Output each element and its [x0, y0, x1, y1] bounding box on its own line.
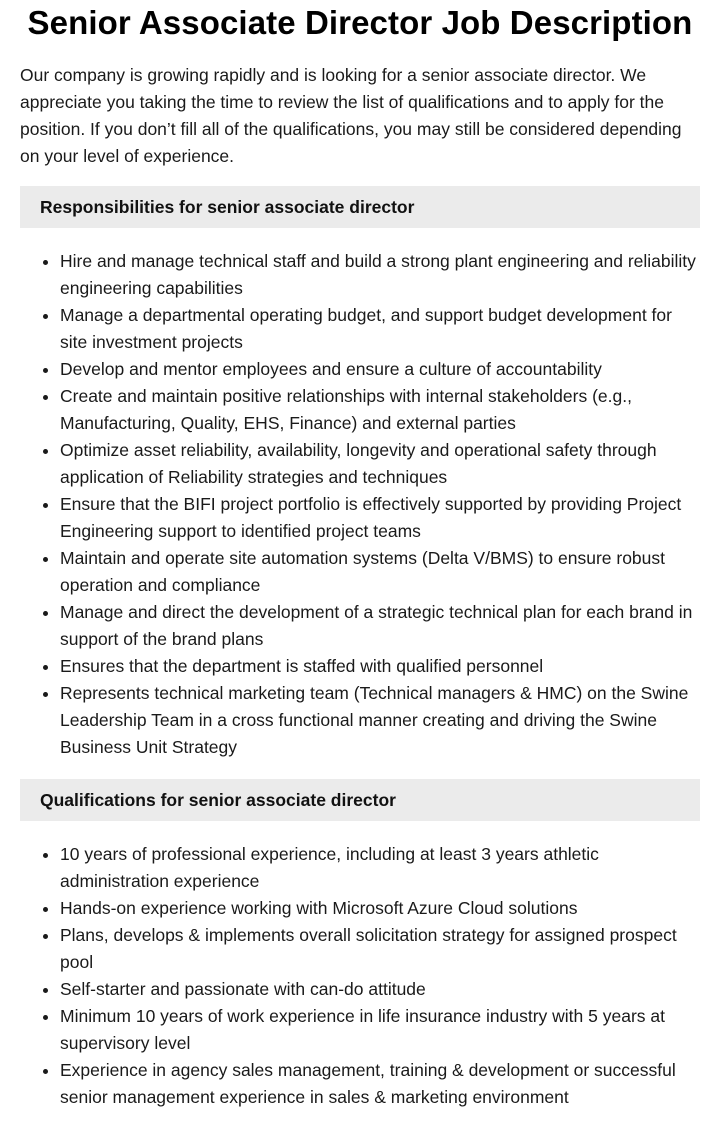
list-item: • Minimum 10 years of work experience in life insurance industry with 5 years at supervisory level — [60, 1003, 700, 1057]
qualifications-heading: Qualifications for senior associate director — [20, 779, 700, 821]
list-item: • Create and maintain positive relationships with internal stakeholders (e.g., Manufacturing, Quality, EHS, Finance) and external parties — [60, 383, 700, 437]
list-item: • Manage and direct the development of a strategic technical plan for each brand in support of the brand plans — [60, 599, 700, 653]
list-item: • Manage a departmental operating budget, and support budget development for site investment projects — [60, 302, 700, 356]
list-item: • Represents technical marketing team (Technical managers & HMC) on the Swine Leadership Team in a cross functional manner creating and driving the Swine Business Unit Strategy — [60, 680, 700, 761]
list-item: • Hands-on experience working with Microsoft Azure Cloud solutions — [60, 895, 700, 922]
list-item: • Develop and mentor employees and ensure a culture of accountability — [60, 356, 700, 383]
list-item: • Optimize asset reliability, availability, longevity and operational safety through application of Reliability strategies and techniques — [60, 437, 700, 491]
list-item: • Plans, develops & implements overall solicitation strategy for assigned prospect pool — [60, 922, 700, 976]
responsibilities-list — [20, 248, 700, 761]
qualifications-list — [20, 841, 700, 1111]
list-item: • Self-starter and passionate with can-do attitude — [60, 976, 700, 1003]
page-title: Senior Associate Director Job Description — [27, 4, 693, 41]
list-item: • Hire and manage technical staff and build a strong plant engineering and reliability engineering capabilities — [60, 248, 700, 302]
responsibilities-heading: Responsibilities for senior associate director — [20, 186, 700, 228]
list-item: • 10 years of professional experience, including at least 3 years athletic administration experience — [60, 841, 700, 895]
intro-paragraph: Our company is growing rapidly and is looking for a senior associate director. We appreciate you taking the time to review the list of qualifications and to apply for the position. If you don’t fill all of the qualifications, you may still be considered depending on your level of experience. — [20, 65, 682, 166]
list-item: • Experience in agency sales management, training & development or successful senior management experience in sales & marketing environment — [60, 1057, 700, 1111]
list-item: • Ensure that the BIFI project portfolio is effectively supported by providing Project Engineering support to identified project teams — [60, 491, 700, 545]
list-item: • Ensures that the department is staffed with qualified personnel — [60, 653, 700, 680]
list-item: • Maintain and operate site automation systems (Delta V/BMS) to ensure robust operation and compliance — [60, 545, 700, 599]
